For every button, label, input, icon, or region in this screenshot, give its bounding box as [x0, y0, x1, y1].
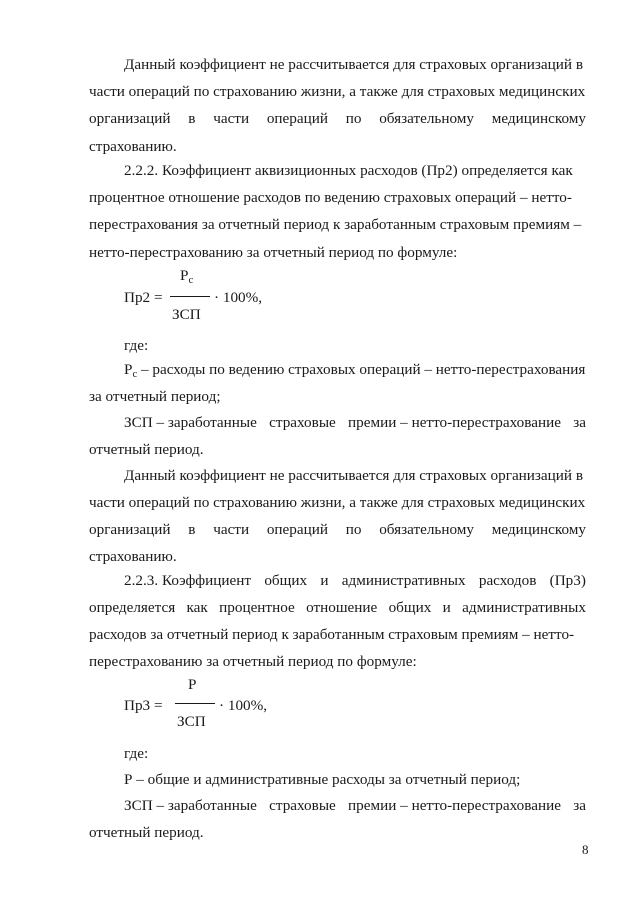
formula-denominator: ЗСП [172, 306, 201, 323]
word: в [188, 521, 196, 538]
paragraph-line: расходов за отчетный период к заработанным страховым премиям – нетто- [89, 626, 575, 643]
word: организаций [89, 110, 171, 127]
formula-multiplier: · 100%, [219, 697, 268, 714]
word: части [213, 521, 250, 538]
formula-lhs: Пр3 = [124, 697, 163, 714]
where-label: где: [124, 337, 149, 354]
word: ЗСП – заработанные [124, 797, 257, 814]
paragraph-line: нетто-перестрахованию за отчетный период по формуле: [89, 244, 458, 261]
paragraph-line: страхованию. [89, 138, 177, 155]
word: премии – нетто-перестрахование [348, 414, 561, 431]
fraction-bar [170, 296, 210, 297]
word: организаций [89, 521, 171, 538]
word: определяется [89, 599, 176, 616]
word: общих [388, 599, 432, 616]
word: процентное [219, 599, 295, 616]
formula-numerator: $Р_с$ [180, 267, 194, 286]
section-heading-line-justified [124, 572, 586, 590]
word: ЗСП – заработанные [124, 414, 257, 431]
word: административных [462, 599, 586, 616]
word: по [345, 110, 362, 127]
word: расходов [478, 572, 537, 589]
paragraph-line: страхованию. [89, 548, 177, 565]
paragraph-line: части операций по страхованию жизни, а также для страховых медицинских [89, 83, 586, 100]
paragraph-line-justified [89, 110, 586, 128]
word: 2.2.3. Коэффициент [124, 572, 252, 589]
definition-line: отчетный период. [89, 441, 204, 458]
word: отношение [306, 599, 378, 616]
paragraph-line-justified [89, 521, 586, 539]
word: и [320, 572, 329, 589]
formula-denominator: ЗСП [177, 713, 206, 730]
word: операций [266, 521, 328, 538]
formula-lhs: Пр2 = [124, 289, 163, 306]
word: страховые [269, 797, 336, 814]
word: общих [264, 572, 308, 589]
word: (Пр3) [549, 572, 586, 589]
word: административных [341, 572, 466, 589]
word: медицинскому [491, 110, 586, 127]
where-label: где: [124, 745, 149, 762]
paragraph-line: перестрахованию за отчетный период по формуле: [89, 653, 417, 670]
word: медицинскому [491, 521, 586, 538]
section-heading-line: 2.2.2. Коэффициент аквизиционных расходов (Пр2) определяется как [124, 162, 573, 179]
definition-line-justified [124, 797, 586, 815]
paragraph-line: Данный коэффициент не рассчитывается для страховых организаций в [124, 56, 584, 73]
word: за [573, 797, 586, 814]
word: по [345, 521, 362, 538]
word: и [442, 599, 451, 616]
formula-numerator: Р [188, 676, 197, 693]
paragraph-line: процентное отношение расходов по ведению страховых операций – нетто- [89, 189, 572, 206]
word: за [573, 414, 586, 431]
definition-line: отчетный период. [89, 824, 204, 841]
paragraph-line: Данный коэффициент не рассчитывается для страховых организаций в [124, 467, 584, 484]
paragraph-line: перестрахования за отчетный период к заработанным страховым премиям – [89, 216, 582, 233]
definition-line: $Р_с$ – расходы по ведению страховых операций – нетто-перестрахования [124, 361, 586, 380]
word: как [186, 599, 208, 616]
paragraph-line-justified [89, 599, 586, 617]
word: страховые [269, 414, 336, 431]
word: в [188, 110, 196, 127]
paragraph-line: части операций по страхованию жизни, а также для страховых медицинских [89, 494, 586, 511]
word: обязательному [379, 110, 474, 127]
definition-line: Р – общие и административные расходы за отчетный период; [124, 771, 521, 788]
definition-line: за отчетный период; [89, 388, 221, 405]
word: премии – нетто-перестрахование [348, 797, 561, 814]
formula-multiplier: · 100%, [214, 289, 263, 306]
fraction-bar [175, 703, 215, 704]
word: обязательному [379, 521, 474, 538]
word: части [213, 110, 250, 127]
definition-line-justified [124, 414, 586, 432]
page-number: 8 [582, 842, 589, 857]
word: операций [266, 110, 328, 127]
